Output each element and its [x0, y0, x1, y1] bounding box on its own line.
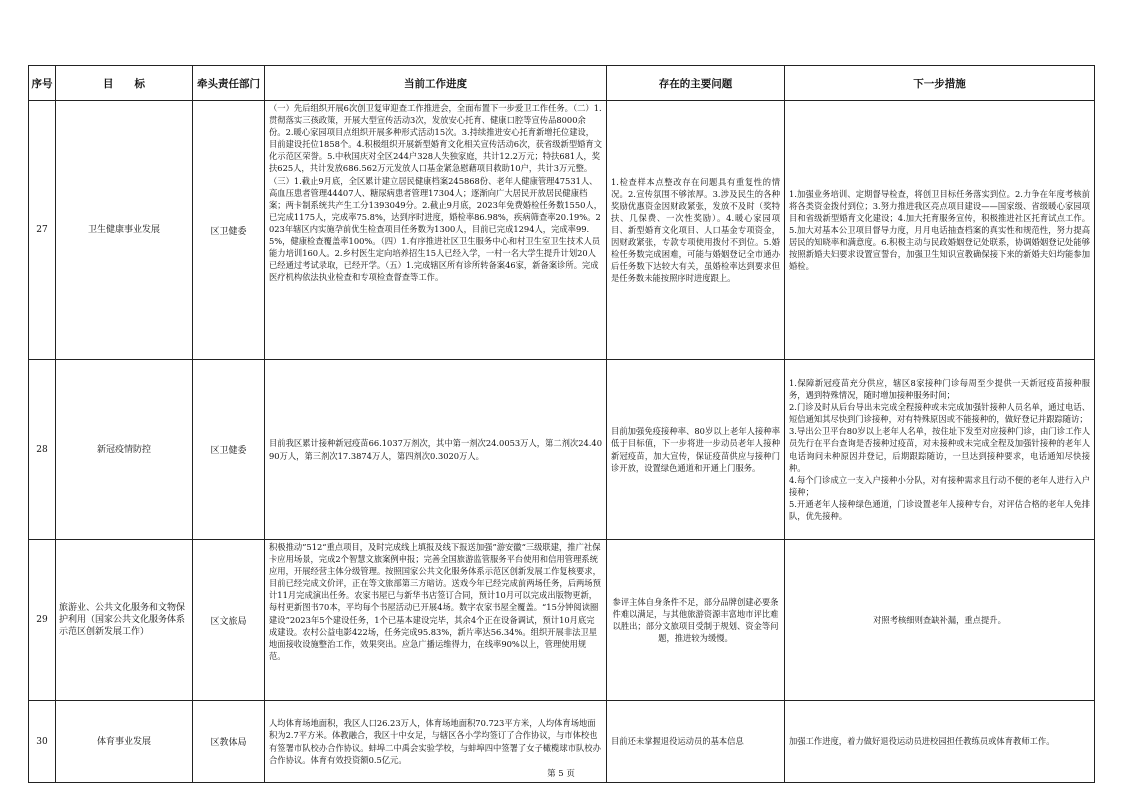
header-num: 序号 [29, 66, 56, 101]
header-goal: 目 标 [56, 66, 193, 101]
row-progress: 积极推动”512“重点项目，及时完成线上填报及线下报送加强”游安徽“三级联建，推广社保卡应用场景，完成2个智慧文旅案例申报；完善全国旅游监管服务平台使用和信用管理系统应用，开展经营主体分级管理。按照国家公共文化服务体系示范区创新发展工作复核要求，目前已经完成文价评，正在等文旅部第三方暗访。送戏今年已经完成前两场任务，后两场预计11月完成演出任务。农家书屋已与新华书店签订合同，预计10月可以完成出版物更新，每村更新图书70本，平均每个书屋活动已开展4场。数字农家书屋全覆盖。“15分钟阅读圈建设”2023年5个建设任务，1个已基本建设完毕，其余4个正在设备调试，预计10月底完成建设。农村公益电影422场，任务完成95.83%，新片率达56.34%。组织开展非法卫星地面接收设施整治工作，效果突出。应急广播运维得力，在线率90%以上，管理使用规范。 [269, 542, 601, 661]
row-progress-cell [265, 540, 607, 701]
row-next-cell [785, 101, 1095, 360]
row-issues-cell [607, 101, 785, 360]
row-num: 30 [29, 701, 56, 783]
progress-table [28, 65, 1095, 783]
row-progress: 目前我区累计接种新冠疫苗66.1037万剂次，其中第一剂次24.0053万人，第二剂次24.4090万人，第三剂次17.3874万人，第四剂次0.3020万人。 [269, 438, 602, 461]
row-next: 对照考核细则查缺补漏，重点提升。 [873, 614, 1006, 625]
row-next-cell [785, 360, 1095, 540]
row-goal: 体育事业发展 [56, 701, 193, 783]
row-num: 27 [29, 101, 56, 360]
row-issues: 参评主体自身条件不足，部分品牌创建必要条件难以满足，与其他旅游资源丰富地市评比难以胜出；部分文旅项目受制于规划、资金等问题，推进较为缓慢。 [612, 596, 779, 644]
header-issues: 存在的主要问题 [607, 66, 785, 101]
row-next: 1.加强业务培训、定期督导检查，将创卫目标任务落实到位。2.力争在年度考核前将各类资金拨付到位；3.努力推进我区亮点项目建设——国家级、省级暖心家园项目和省级新型婚育文化建设；4.加大托育服务宣传，积极推进社区托育试点工作。5.加大对基本公卫项目督导力度，月月电话抽查档案的真实性和规范性，努力提高居民的知晓率和满意度。6.积极主动与民政婚姻登记处联系，协调婚姻登记处能够按照新婚夫妇要求设置宣誓台，加强卫生知识宣教确保接下来的新婚夫妇均能参加婚检。 [789, 188, 1090, 272]
row-issues-cell [607, 360, 785, 540]
row-next-cell [785, 540, 1095, 701]
row-progress-cell [265, 360, 607, 540]
header-dept: 牵头责任部门 [193, 66, 265, 101]
row-issues: 目前还未掌握退役运动员的基本信息 [611, 736, 744, 747]
row-goal: 旅游业、公共文化服务和文物保护利用（国家公共文化服务体系示范区创新发展工作） [56, 540, 193, 701]
row-next: 加强工作进度，着力做好退役运动员进校园担任教练员或体育教师工作。 [789, 736, 1055, 747]
page-number: 第 5 页 [547, 769, 575, 779]
table-row [29, 540, 1095, 701]
row-goal: 卫生健康事业发展 [56, 101, 193, 360]
row-num: 29 [29, 540, 56, 701]
row-dept: 区教体局 [193, 701, 265, 783]
row-progress: （一）先后组织开展6次创卫复审迎查工作推进会，全面布置下一步爱卫工作任务。（二）1.贯彻落实三孩政策，开展大型宣传活动3次，发放安心托育、健康口腔等宣传品8000余份。2.暖心家园项目点组织开展多种形式活动15次。3.持续推进安心托育新增托位建设，目前建设托位1858个。4.积极组织开展新型婚育文化相关宣传活动6次，获省级新型婚育文化示范区荣誉。5.中秋国庆对全区244户328人失独家庭，共计12.2万元；特扶681人，奖扶625人，共计发放686.562万元发放人口基金紧急慰藉项目救助10户，共计3万元整。（三）1.截止9月底，全区累计建立居民健康档案245868份、老年人健康管理47531人、高血压患者管理44407人、糖尿病患者管理17304人；逐渐向广大居民开放居民健康档案；两卡制系统共产生工分1393049分。2.截止9月底，2023年免费婚检任务数1550人，已完成1175人，完成率75.8%，达到序时进度，婚检率86.98%，疾病筛查率20.19%。2023年辖区内实施孕前优生检查项目任务数为1300人，目前已完成1294人，完成率99.5%，健康检查覆盖率100%。（四）1.有序推进社区卫生服务中心和村卫生室卫生技术人员能力培训160人。2.乡村医生定向培养招生15人已经入学，一村一名大学生提升计划20人已经通过考试录取，已经开学。（五）1.完成辖区所有诊所转备案46家，新备案诊所。完成医疗机构依法执业检查和专项检查督查等工作。 [269, 103, 603, 283]
row-issues: 目前加强免疫接种率、80岁以上老年人接种率低于目标值，下一步将进一步动员老年人接种新冠疫苗，加大宣传，保证疫苗供应与接种门诊开放，设置绿色通道和开通上门服务。 [611, 426, 780, 473]
header-progress: 当前工作进度 [265, 66, 607, 101]
row-issues: 1.检查样本点整改存在问题具有重复性的情况。2.宣传氛围不够浓厚。3.涉及民生的各种奖励优惠资金因财政紧张，发放不及时（奖特扶、几保费、一次性奖励）。4.暖心家园项目、新型婚育文化项目、人口基金专项资金，因财政紧张，专款专项使用拨付不到位。5.婚检任务数完成困难，可能与婚姻登记全市通办后任务数下达较大有关，虽婚检率达到要求但是任务数未能按照序时进度跟上。 [611, 176, 780, 284]
header-row [29, 66, 1095, 101]
row-issues-cell [607, 540, 785, 701]
row-dept: 区卫健委 [193, 101, 265, 360]
table-row [29, 360, 1095, 540]
row-num: 28 [29, 360, 56, 540]
row-progress-cell [265, 101, 607, 360]
table-row [29, 101, 1095, 360]
row-progress: 人均体育场地面积，我区人口26.23万人，体育场地面积70.723平方米，人均体育场地面积为2.7平方米。体教融合，我区十中女足，与辖区各小学均签订了合作协议，与市体校也有签署市队校办合作协议。蚌埠二中禹会实验学校，与蚌埠四中签署了女子橄榄球市队校办合作协议。体育有效投资额0.5亿元。 [269, 718, 601, 765]
row-next: 1.保障新冠疫苗充分供应，辖区8家接种门诊每周至少提供一天新冠疫苗接种服务，遇到特殊情况，随时增加接种服务时间； 2.门诊及时从后台导出未完成全程接种或未完成加强针接种人员名单，通过电话、短信通知其尽快到门诊接种，对有特殊原因或不能接种的，做好登记并跟踪随访； 3.导出公卫平台80岁以上老年人名单，按住址下发至对应接种门诊，由门诊工作人员先行在平台查询是否接种过疫苗，对未接种或未完成全程及加强针接种的老年人电话询问未种原因并登记，后期跟踪随访，一旦达到接种要求，电话通知尽快接种。 4.每个门诊成立一支入户接种小分队，对有接种需求且行动不便的老年人进行入户接种； 5.开通老年人接种绿色通道，门诊设置老年人接种专台，对评估合格的老年人免排队，优先接种。 [789, 377, 1090, 521]
header-next: 下一步措施 [785, 66, 1095, 101]
row-dept: 区文旅局 [193, 540, 265, 701]
row-dept: 区卫健委 [193, 360, 265, 540]
row-goal: 新冠疫情防控 [56, 360, 193, 540]
